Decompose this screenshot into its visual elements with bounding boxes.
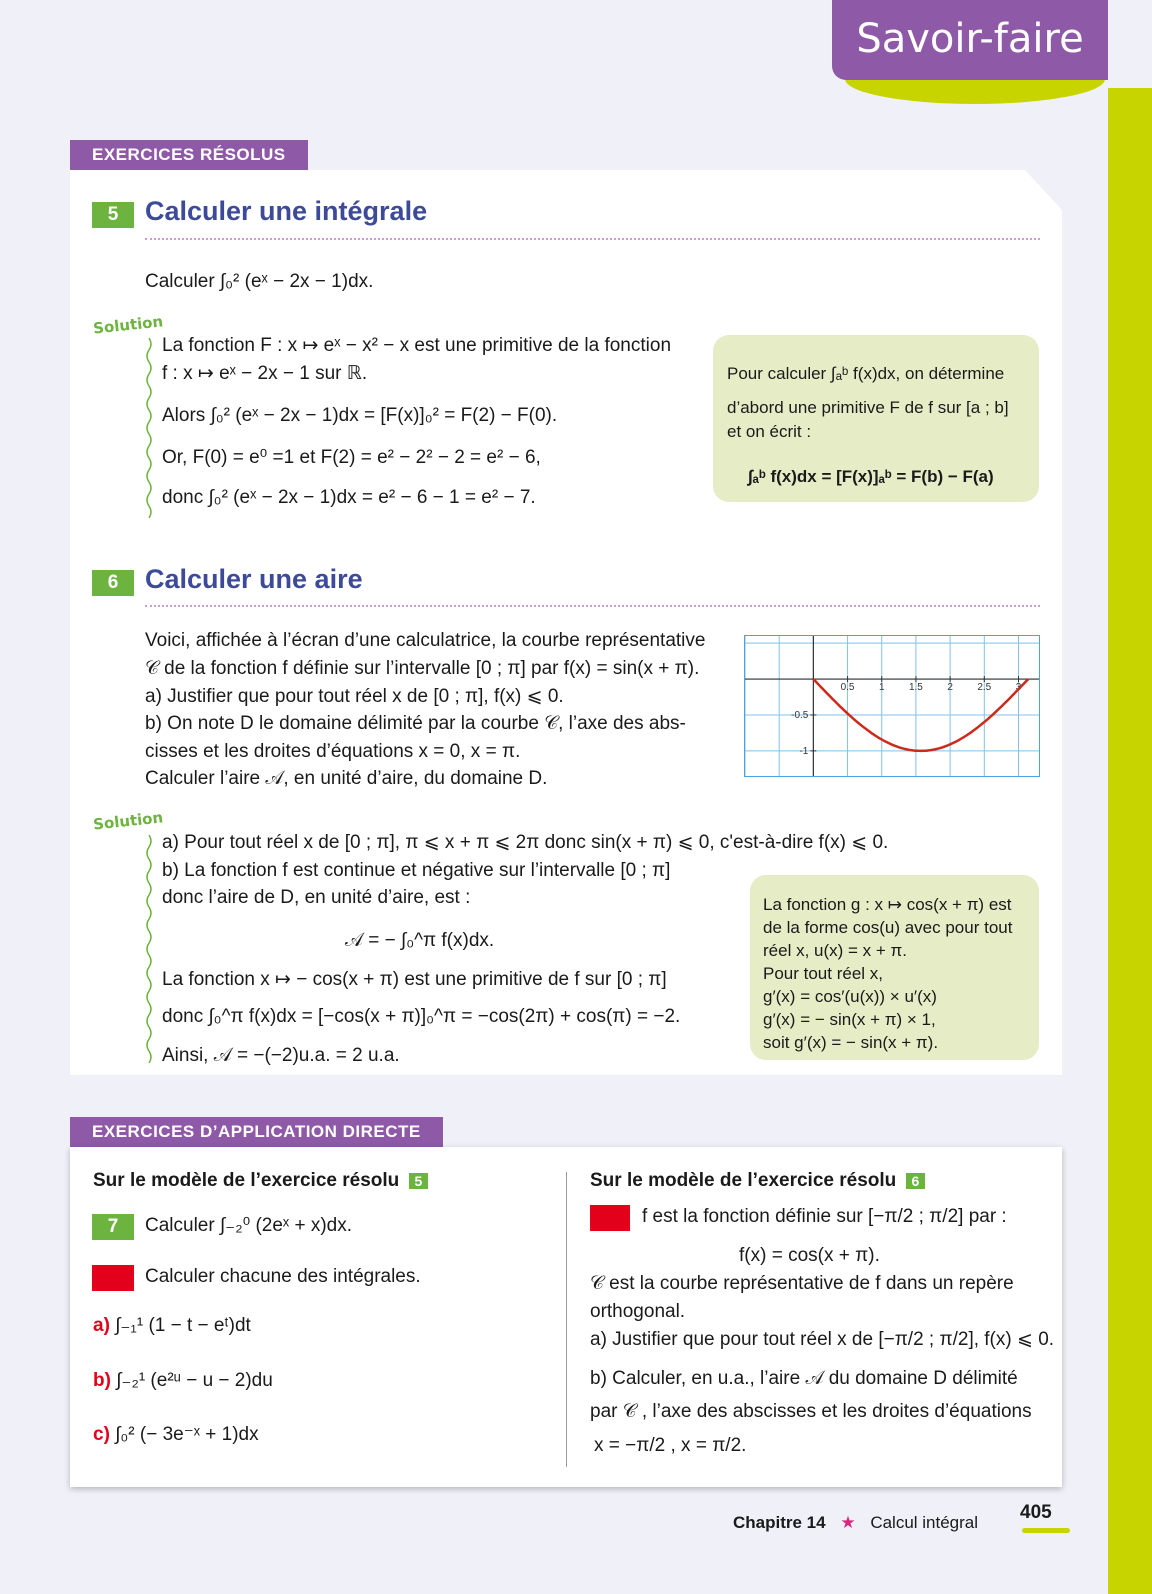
ex6-solution-line-4: 𝒜 = − ∫₀^π f(x)dx.: [345, 930, 495, 951]
ex8-item-a-expr: ∫₋₁¹ (1 − t − eᵗ)dt: [115, 1315, 251, 1336]
x-tick-label: 3: [1015, 682, 1022, 694]
right-model-text: Sur le modèle de l’exercice résolu: [590, 1170, 897, 1191]
ex6-solution-line-5: La fonction x ↦ − cos(x + π) est une primitive de f sur [0 ; π]: [162, 969, 667, 990]
ex5-solution-line-4: Or, F(0) = e⁰ =1 et F(2) = e² − 2² − 2 = e² − 6,: [162, 447, 541, 468]
aside-6-line-6: g′(x) = − sin(x + π) × 1,: [763, 1010, 936, 1029]
footer-chapter: Chapitre 14: [733, 1513, 826, 1532]
aside-5-formula: ∫ₐᵇ f(x)dx = [F(x)]ₐᵇ = F(b) − F(a): [748, 467, 994, 486]
ex9-line-7: par 𝒞 , l’axe des abscisses et les droites d’équations: [590, 1401, 1032, 1422]
ex6-solution-line-3: donc l’aire de D, en unité d’aire, est :: [162, 887, 471, 908]
solution-squiggle-6: [145, 835, 153, 1063]
ex9-line-5: a) Justifier que pour tout réel x de [−π/2 ; π/2], f(x) ⩽ 0.: [590, 1329, 1055, 1350]
ex5-solution-line-2: f : x ↦ eˣ − 2x − 1 sur ℝ.: [162, 363, 368, 384]
solution-label-5: Solution: [92, 312, 164, 338]
left-model-text: Sur le modèle de l’exercice résolu: [93, 1170, 400, 1191]
exercise-title-6: Calculer une aire: [145, 564, 363, 594]
ex9-line-3: 𝒞 est la courbe représentative de f dans un repère: [590, 1273, 1014, 1294]
aside-5-line-3: et on écrit :: [727, 422, 812, 441]
ex5-prompt: Calculer ∫₀² (eˣ − 2x − 1)dx.: [145, 271, 374, 292]
right-model-number: 6: [906, 1173, 926, 1189]
aside-5-line-1: Pour calculer ∫ₐᵇ f(x)dx, on détermine: [727, 364, 1005, 383]
section-tab-direct: EXERCICES D’APPLICATION DIRECTE: [70, 1117, 443, 1147]
aside-5-line-2: d’abord une primitive F de f sur [a ; b]: [727, 398, 1009, 417]
x-tick-label: 2.5: [977, 682, 992, 694]
exercise-number-5: 5: [92, 202, 134, 228]
calculator-chart: [744, 635, 1040, 777]
ex8-item-a-label: a): [93, 1315, 110, 1336]
ex6-solution-line-2: b) La fonction f est continue et négative sur l’intervalle [0 ; π]: [162, 860, 671, 881]
exercise-number-7: 7: [92, 1214, 134, 1240]
aside-6-text: [763, 893, 1012, 1054]
aside-6-line-3: réel x, u(x) = x + π.: [763, 941, 907, 960]
footer-topic: Calcul intégral: [870, 1513, 979, 1532]
ex8-item-c: [93, 1421, 259, 1448]
x-tick-label: 0.5: [840, 682, 855, 694]
aside-6-line-5: g′(x) = cos′(u(x)) × u′(x): [763, 987, 937, 1006]
ex8-item-b: [93, 1367, 273, 1394]
star-icon: ★: [840, 1513, 856, 1532]
section-tab-resolved: EXERCICES RÉSOLUS: [70, 140, 308, 170]
column-divider: [566, 1172, 567, 1467]
footer-chapter-line: [733, 1513, 978, 1533]
aside-6-line-2: de la forme cos(u) avec pour tout: [763, 918, 1013, 937]
title-underline-5: [145, 238, 1040, 240]
ex9-line-8: x = −π/2 , x = π/2.: [594, 1435, 747, 1456]
left-model-number: 5: [409, 1173, 429, 1189]
ex9-line-2: f(x) = cos(x + π).: [739, 1245, 880, 1266]
ex7-text: Calculer ∫₋₂⁰ (2eˣ + x)dx.: [145, 1215, 352, 1236]
ex8-item-c-expr: ∫₀² (− 3e⁻ˣ + 1)dx: [115, 1424, 259, 1445]
title-underline-6: [145, 605, 1040, 607]
ex8-text: Calculer chacune des intégrales.: [145, 1266, 421, 1287]
ex5-solution-line-5: donc ∫₀² (eˣ − 2x − 1)dx = e² − 6 − 1 = e² − 7.: [162, 487, 536, 508]
right-model-heading: [590, 1170, 925, 1192]
ex8-item-b-expr: ∫₋₂¹ (e²ᵘ − u − 2)du: [116, 1370, 273, 1391]
header-title: Savoir-faire: [856, 16, 1084, 62]
ex6-solution-line-1: a) Pour tout réel x de [0 ; π], π ⩽ x + π ⩽ 2π donc sin(x + π) ⩽ 0, c'est-à-dire f(x) ⩽ 0.: [162, 832, 889, 853]
ex6-line-1: Voici, affichée à l’écran d’une calculatrice, la courbe représentative: [145, 630, 706, 651]
right-accent-bar: [1108, 88, 1152, 1594]
y-tick-label: -1: [799, 745, 809, 757]
x-tick-label: 1.5: [908, 682, 923, 694]
x-tick-label: 2: [947, 682, 953, 694]
ex9-line-4: orthogonal.: [590, 1301, 686, 1322]
aside-6-line-7: soit g′(x) = − sin(x + π).: [763, 1033, 939, 1052]
left-model-heading: [93, 1170, 428, 1192]
ex5-solution-line-3: Alors ∫₀² (eˣ − 2x − 1)dx = [F(x)]₀² = F(2) − F(0).: [162, 405, 558, 426]
exercise-title-5: Calculer une intégrale: [145, 196, 428, 226]
x-tick-label: 1: [878, 682, 885, 694]
page-number-underline: [1022, 1528, 1070, 1533]
ex9-line-6: b) Calculer, en u.a., l’aire 𝒜 du domaine D délimité: [590, 1368, 1018, 1389]
ex6-solution-line-6: donc ∫₀^π f(x)dx = [−cos(x + π)]₀^π = −cos(2π) + cos(π) = −2.: [162, 1006, 681, 1027]
ex6-line-2: 𝒞 de la fonction f définie sur l’intervalle [0 ; π] par f(x) = sin(x + π).: [145, 658, 700, 679]
ex9-line-1: f est la fonction définie sur [−π/2 ; π/2] par :: [642, 1206, 1007, 1227]
ex8-item-b-label: b): [93, 1370, 111, 1391]
exercise-number-9: 9: [590, 1205, 630, 1231]
exercise-number-6: 6: [92, 570, 134, 596]
ex8-item-c-label: c): [93, 1424, 110, 1445]
ex6-line-6: Calculer l’aire 𝒜, en unité d’aire, du domaine D.: [145, 768, 548, 789]
aside-6-line-4: Pour tout réel x,: [763, 964, 884, 983]
exercise-number-8: 8: [92, 1265, 134, 1291]
ex6-line-3: a) Justifier que pour tout réel x de [0 ; π], f(x) ⩽ 0.: [145, 686, 564, 707]
solution-squiggle-5: [145, 338, 153, 518]
page-number: 405: [1020, 1502, 1052, 1523]
ex6-line-5: cisses et les droites d’équations x = 0, x = π.: [145, 741, 521, 762]
ex6-line-4: b) On note D le domaine délimité par la courbe 𝒞, l’axe des abs-: [145, 713, 686, 734]
ex6-solution-line-7: Ainsi, 𝒜 = −(−2)u.a. = 2 u.a.: [162, 1045, 400, 1066]
solution-label-6: Solution: [92, 808, 164, 834]
aside-6-line-1: La fonction g : x ↦ cos(x + π) est: [763, 895, 1012, 914]
ex5-solution-line-1: La fonction F : x ↦ eˣ − x² − x est une primitive de la fonction: [162, 335, 672, 356]
y-tick-label: -0.5: [791, 709, 809, 721]
ex8-item-a: [93, 1312, 251, 1339]
